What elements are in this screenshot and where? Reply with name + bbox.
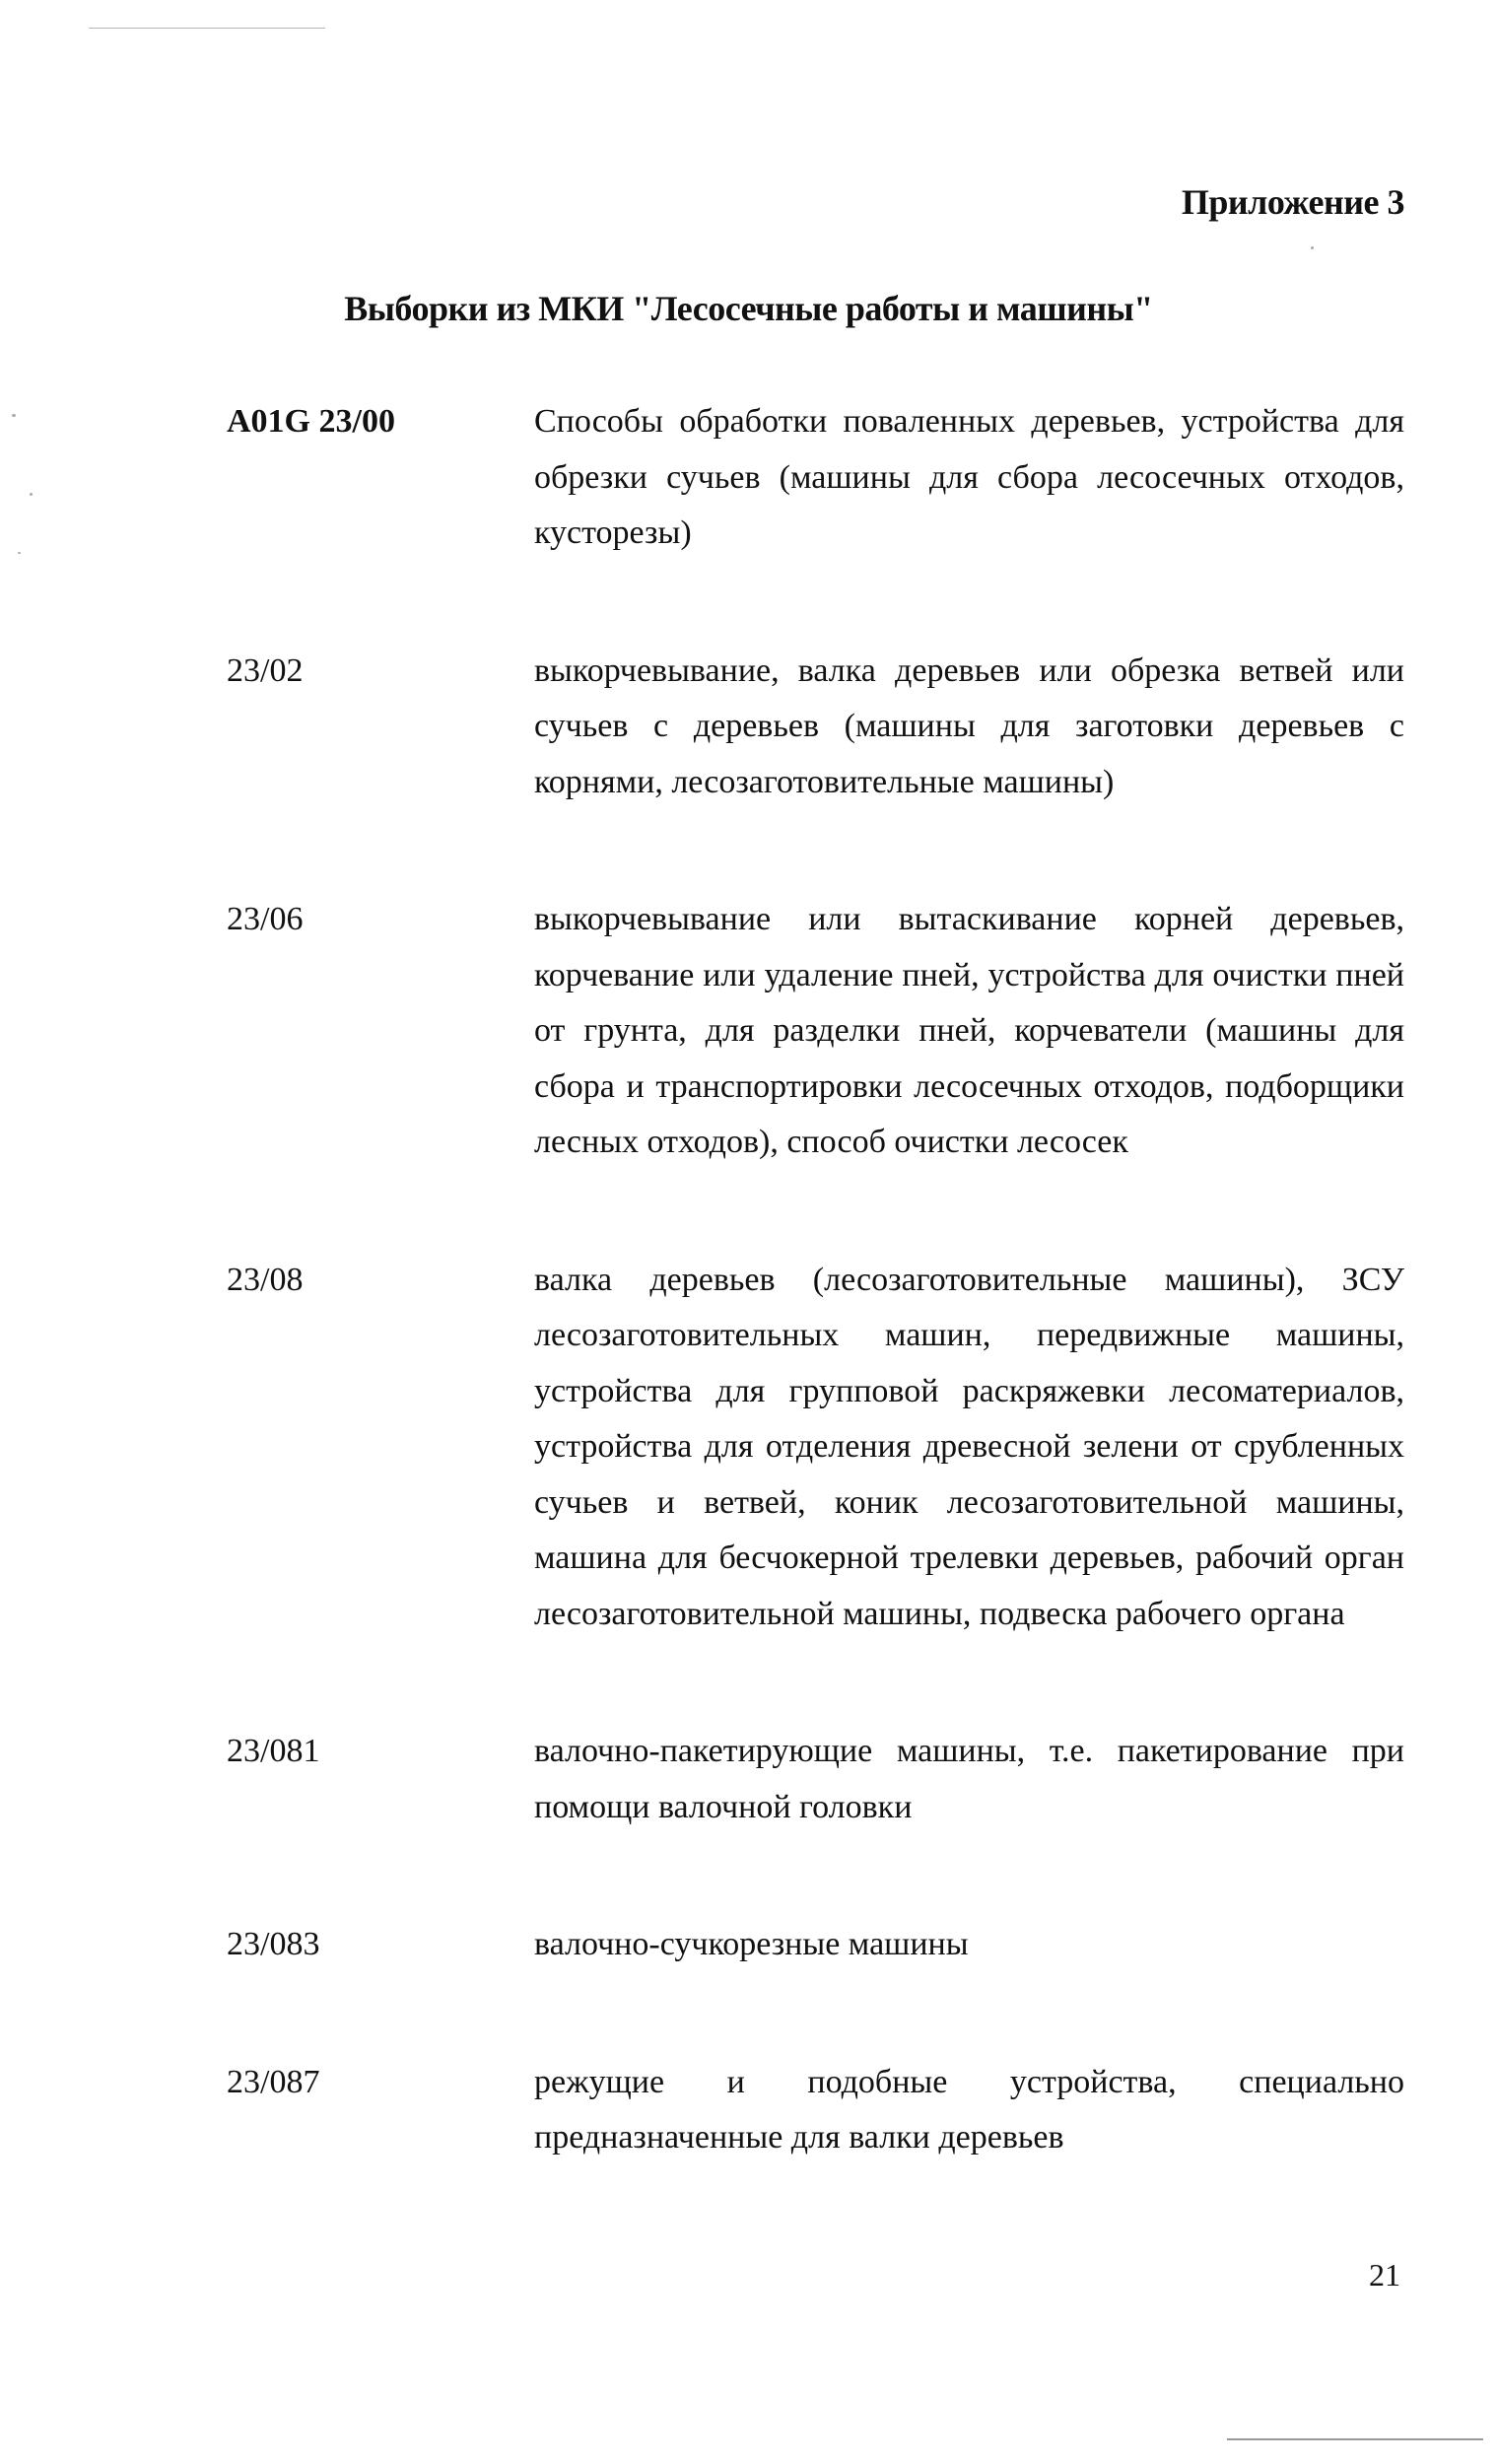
entry-code: 23/08 xyxy=(227,1261,304,1298)
page-title: Выборки из МКИ "Лесосечные работы и машины" xyxy=(344,289,1153,328)
entry-code: 23/081 xyxy=(227,1733,320,1769)
entry-a01g-23-00 xyxy=(227,394,1404,562)
entry-description: выкорчевывание, валка деревьев или обрезка ветвей или сучьев с деревьев (машины для заготовки деревьев с корнями, лесозаготовительные машины) xyxy=(534,651,1404,800)
entry-23-06 xyxy=(227,892,1404,1171)
entry-description: выкорчевывание или вытаскивание корней деревьев, корчевание или удаление пней, устройства для очистки пней от грунта, для разделки пней, корчеватели (машины для сбора и транспортировки лесосечных отходов, подборщики лесных отходов), способ очистки лесосек xyxy=(534,901,1404,1160)
scan-speck xyxy=(18,552,21,554)
entry-23-081 xyxy=(227,1724,1404,1835)
entry-23-02 xyxy=(227,644,1404,811)
entry-23-083 xyxy=(227,1917,1404,1973)
entry-description: валочно-сучкорезные машины xyxy=(534,1926,969,1962)
appendix-label: Приложение 3 xyxy=(1181,182,1404,222)
entry-23-087 xyxy=(227,2055,1404,2166)
classification-entries xyxy=(227,394,1404,2248)
page-number: 21 xyxy=(1369,2257,1400,2293)
entry-code: 23/02 xyxy=(227,651,304,689)
scan-speck xyxy=(30,493,33,496)
entry-description: режущие и подобные устройства, специально предназначенные для валки деревьев xyxy=(534,2063,1404,2156)
entry-description: валочно-пакетирующие машины, т.е. пакетирование при помощи валочной головки xyxy=(534,1733,1404,1825)
entry-code: 23/087 xyxy=(227,2063,320,2100)
entry-23-08 xyxy=(227,1253,1404,1643)
entry-code: A01G 23/00 xyxy=(227,403,395,440)
entry-description: Способы обработки поваленных деревьев, устройства для обрезки сучьев (машины для сбора лесосечных отходов, кусторезы) xyxy=(534,403,1404,551)
entry-description: валка деревьев (лесозаготовительные машины), ЗСУ лесозаготовительных машин, передвижные машины, устройства для групповой раскряжевки лесоматериалов, устройства для отделения древесной зелени от срубленных сучьев и ветвей, коник лесозаготовительной машины, машина для бесчокерной трелевки деревьев, рабочий орган лесозаготовительной машины, подвеска рабочего органа xyxy=(534,1261,1404,1632)
scan-artifact-top xyxy=(89,28,325,29)
scan-speck xyxy=(1311,246,1314,249)
scan-speck xyxy=(12,414,16,417)
entry-code: 23/06 xyxy=(227,901,304,937)
entry-code: 23/083 xyxy=(227,1926,320,1962)
scan-artifact-bottom xyxy=(1227,2438,1483,2440)
